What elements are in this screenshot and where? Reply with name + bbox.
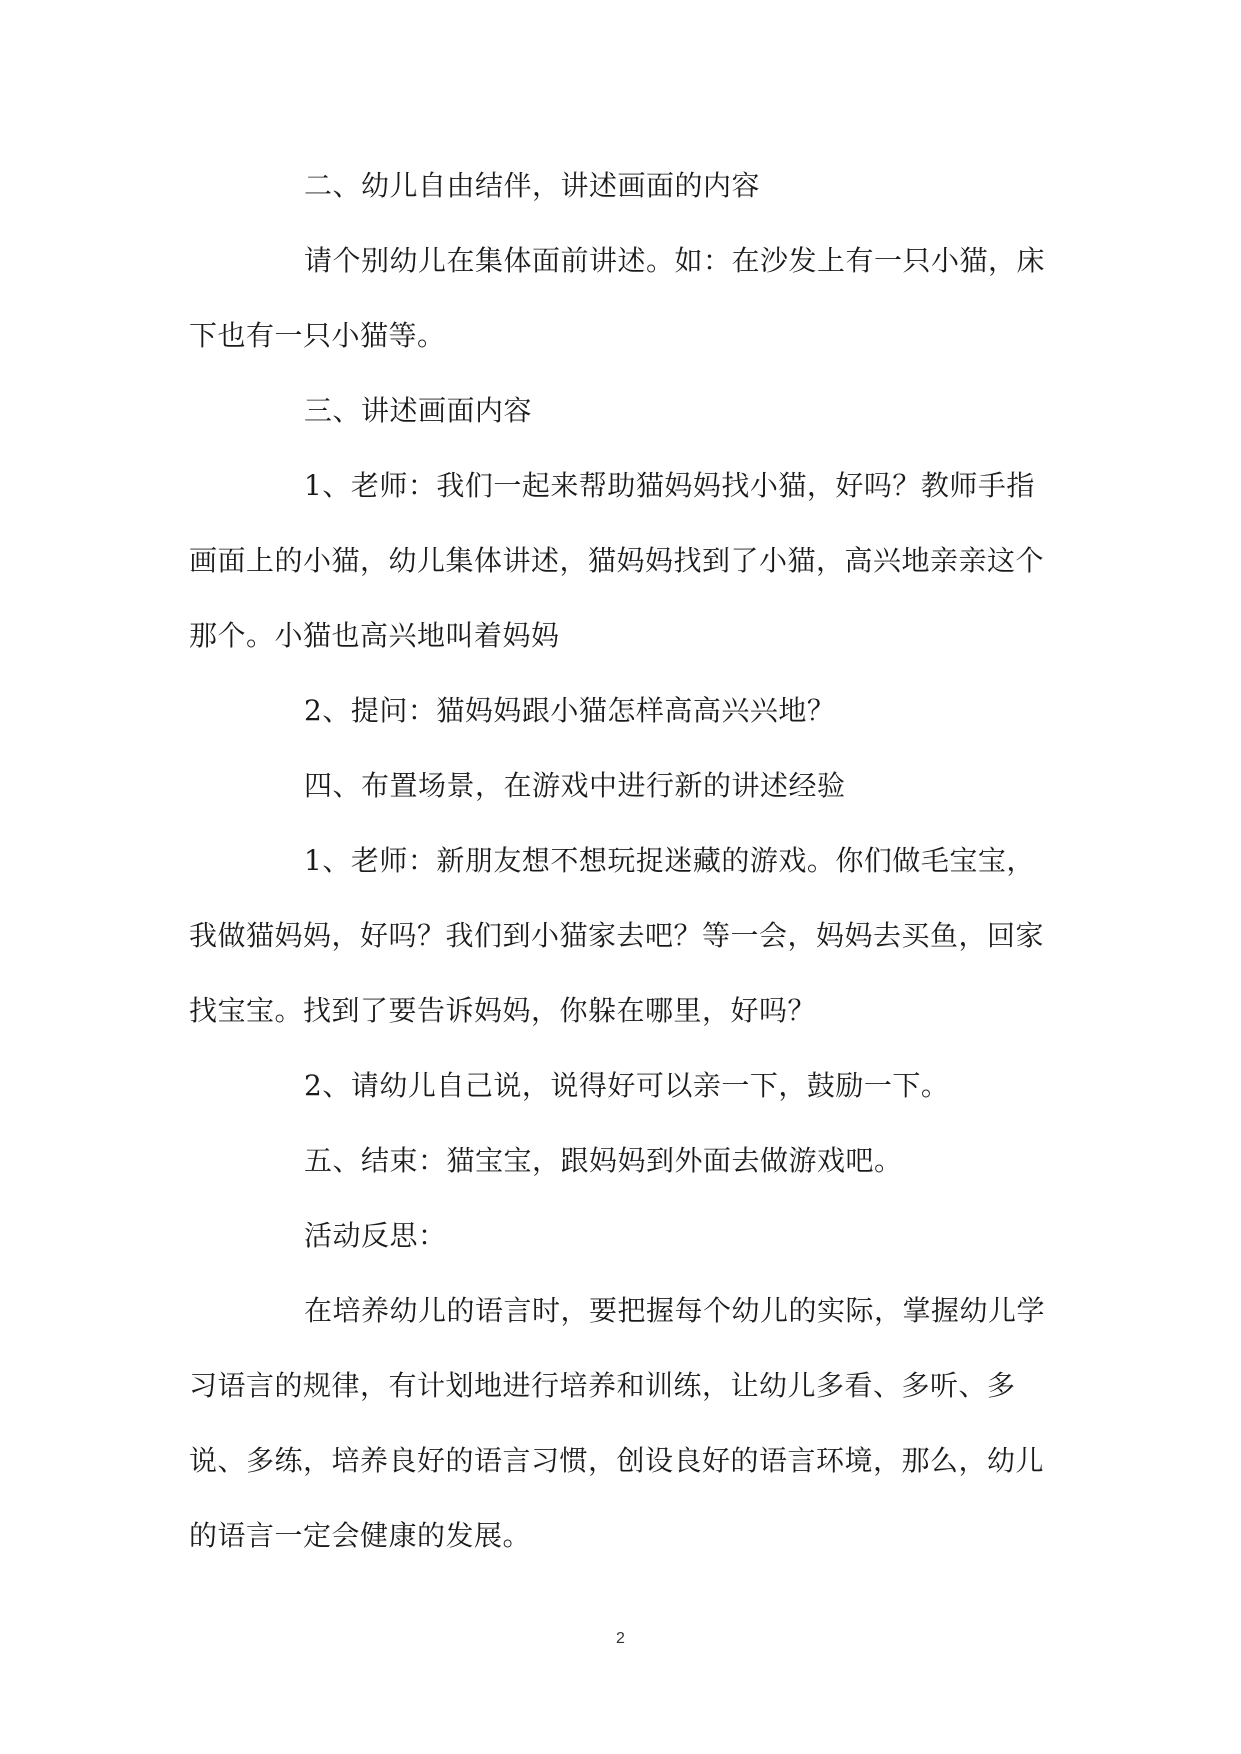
document-body xyxy=(189,148,1055,1573)
paragraph: 2、请幼儿自己说，说得好可以亲一下，鼓励一下。 xyxy=(304,1069,950,1102)
section-heading-2: 二、幼儿自由结伴，讲述画面的内容 xyxy=(304,169,761,202)
paragraph: 1、老师：我们一起来帮助猫妈妈找小猫，好吗？教师手指画面上的小猫，幼儿集体讲述，猫妈妈找到了小猫，高兴地亲亲这个那个。小猫也高兴地叫着妈妈 xyxy=(189,469,1045,652)
reflection-heading: 活动反思： xyxy=(304,1219,447,1252)
paragraph: 2、提问：猫妈妈跟小猫怎样高高兴兴地？ xyxy=(304,694,836,727)
paragraph: 在培养幼儿的语言时，要把握每个幼儿的实际，掌握幼儿学习语言的规律，有计划地进行培养和训练，让幼儿多看、多听、多说、多练，培养良好的语言习惯，创设良好的语言环境，那么，幼儿的语言一定会健康的发展。 xyxy=(189,1294,1046,1552)
section-heading-3: 三、讲述画面内容 xyxy=(304,394,533,427)
page-number: 2 xyxy=(616,1630,625,1647)
paragraph: 1、老师：新朋友想不想玩捉迷藏的游戏。你们做毛宝宝，我做猫妈妈，好吗？我们到小猫家去吧？等一会，妈妈去买鱼，回家找宝宝。找到了要告诉妈妈，你躲在哪里，好吗？ xyxy=(189,844,1045,1027)
paragraph: 请个别幼儿在集体面前讲述。如：在沙发上有一只小猫，床下也有一只小猫等。 xyxy=(189,244,1046,352)
section-heading-5: 五、结束：猫宝宝，跟妈妈到外面去做游戏吧。 xyxy=(304,1144,903,1177)
section-heading-4: 四、布置场景，在游戏中进行新的讲述经验 xyxy=(304,769,846,802)
